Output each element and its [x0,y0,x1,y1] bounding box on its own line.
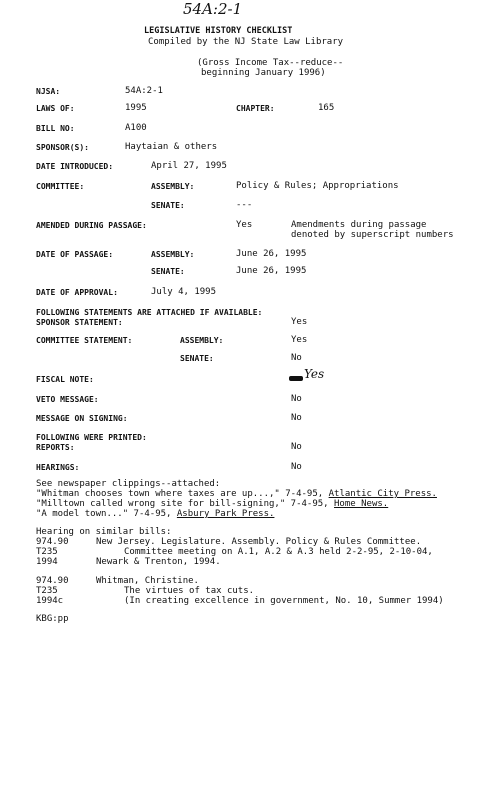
committee-senate-label: SENATE: [151,201,185,210]
passage-assembly-value: June 26, 1995 [236,249,307,259]
clipping-3-source: Asbury Park Press. [176,509,275,519]
clipping-2-source: Home News. [334,499,389,509]
date-introduced-label: DATE INTRODUCED: [36,162,114,171]
committee-senate-value: --- [236,200,253,210]
subject-line-1: (Gross Income Tax--reduce-- [197,58,344,68]
call-number: T235 [36,547,58,557]
clipping-3-text: "A model town..." 7-4-95, [36,509,177,519]
call-number: 1994 [36,557,58,567]
hearing-entry-text: Committee meeting on A.1, A.2 & A.3 held 2-2-95, 2-10-04, [124,547,433,557]
committee-statement-senate-value: No [291,353,302,363]
hearings-label: HEARINGS: [36,463,80,472]
hearing-entry-text: Newark & Trenton, 1994. [96,557,221,567]
committee-statement-assembly-value: Yes [291,335,308,345]
clipping-1-text: "Whitman chooses town where taxes are up...," 7-4-95, [36,489,329,499]
hearing-entry-text: The virtues of tax cuts. [124,586,255,596]
committee-assembly-value: Policy & Rules; Appropriations [236,181,399,191]
sponsors-label: SPONSOR(S): [36,143,89,152]
following-printed-heading: FOLLOWING WERE PRINTED: [36,433,147,442]
call-number: 974.90 [36,576,69,586]
laws-of-label: LAWS OF: [36,104,75,113]
veto-message-label: VETO MESSAGE: [36,395,99,404]
bill-no-label: BILL NO: [36,124,75,133]
passage-senate-label: SENATE: [151,267,185,276]
call-number: 974.90 [36,537,69,547]
message-on-signing-value: No [291,413,302,423]
hearings-value: No [291,462,302,472]
following-attached-heading: FOLLOWING STATEMENTS ARE ATTACHED IF AVAILABLE: [36,308,263,317]
sponsor-statement-label: SPONSOR STATEMENT: [36,318,123,327]
njsa-label: NJSA: [36,87,61,96]
committee-label: COMMITTEE: [36,182,85,191]
hearing-similar-intro: Hearing on similar bills: [36,527,172,537]
passage-senate-value: June 26, 1995 [236,266,307,276]
clippings-intro: See newspaper clippings--attached: [36,479,221,489]
clipping-2-text: "Milltown called wrong site for bill-signing," 7-4-95, [36,499,335,509]
hearing-entry-text: (In creating excellence in government, No. 10, Summer 1994) [124,596,444,606]
compiled-by: Compiled by the NJ State Law Library [148,37,344,47]
fiscal-note-value: Yes [304,367,325,381]
date-of-passage-label: DATE OF PASSAGE: [36,250,114,259]
fiscal-note-label: FISCAL NOTE: [36,375,94,384]
reports-label: REPORTS: [36,443,75,452]
amended-value: Yes [236,220,253,230]
chapter-value: 165 [318,103,335,113]
amended-note-1: Amendments during passage [291,220,427,230]
veto-message-value: No [291,394,302,404]
page-title: LEGISLATIVE HISTORY CHECKLIST [144,26,293,36]
subject-line-2: beginning January 1996) [201,68,326,78]
passage-assembly-label: ASSEMBLY: [151,250,195,259]
typist-initials: KBG:pp [36,614,69,624]
chapter-label: CHAPTER: [236,104,275,113]
amended-note-2: denoted by superscript numbers [291,230,454,240]
call-number: T235 [36,586,58,596]
message-on-signing-label: MESSAGE ON SIGNING: [36,414,128,423]
sponsors-value: Haytaian & others [125,142,218,152]
reports-value: No [291,442,302,452]
amended-label: AMENDED DURING PASSAGE: [36,221,147,230]
committee-statement-assembly-label: ASSEMBLY: [180,336,224,345]
scribble-mark-icon [289,376,303,381]
date-introduced-value: April 27, 1995 [151,161,227,171]
clipping-3 [36,509,274,520]
njsa-value: 54A:2-1 [125,86,163,96]
hearing-entry-text: Whitman, Christine. [96,576,199,586]
handwritten-code: 54A:2-1 [183,0,243,18]
committee-statement-label: COMMITTEE STATEMENT: [36,336,133,345]
committee-assembly-label: ASSEMBLY: [151,182,195,191]
hearing-entry-text: New Jersey. Legislature. Assembly. Policy & Rules Committee. [96,537,422,547]
bill-no-value: A100 [125,123,147,133]
laws-of-value: 1995 [125,103,147,113]
call-number: 1994c [36,596,64,606]
committee-statement-senate-label: SENATE: [180,354,214,363]
clipping-1-source: Atlantic City Press. [328,489,437,499]
date-of-approval-value: July 4, 1995 [151,287,217,297]
sponsor-statement-value: Yes [291,317,308,327]
date-of-approval-label: DATE OF APPROVAL: [36,288,118,297]
